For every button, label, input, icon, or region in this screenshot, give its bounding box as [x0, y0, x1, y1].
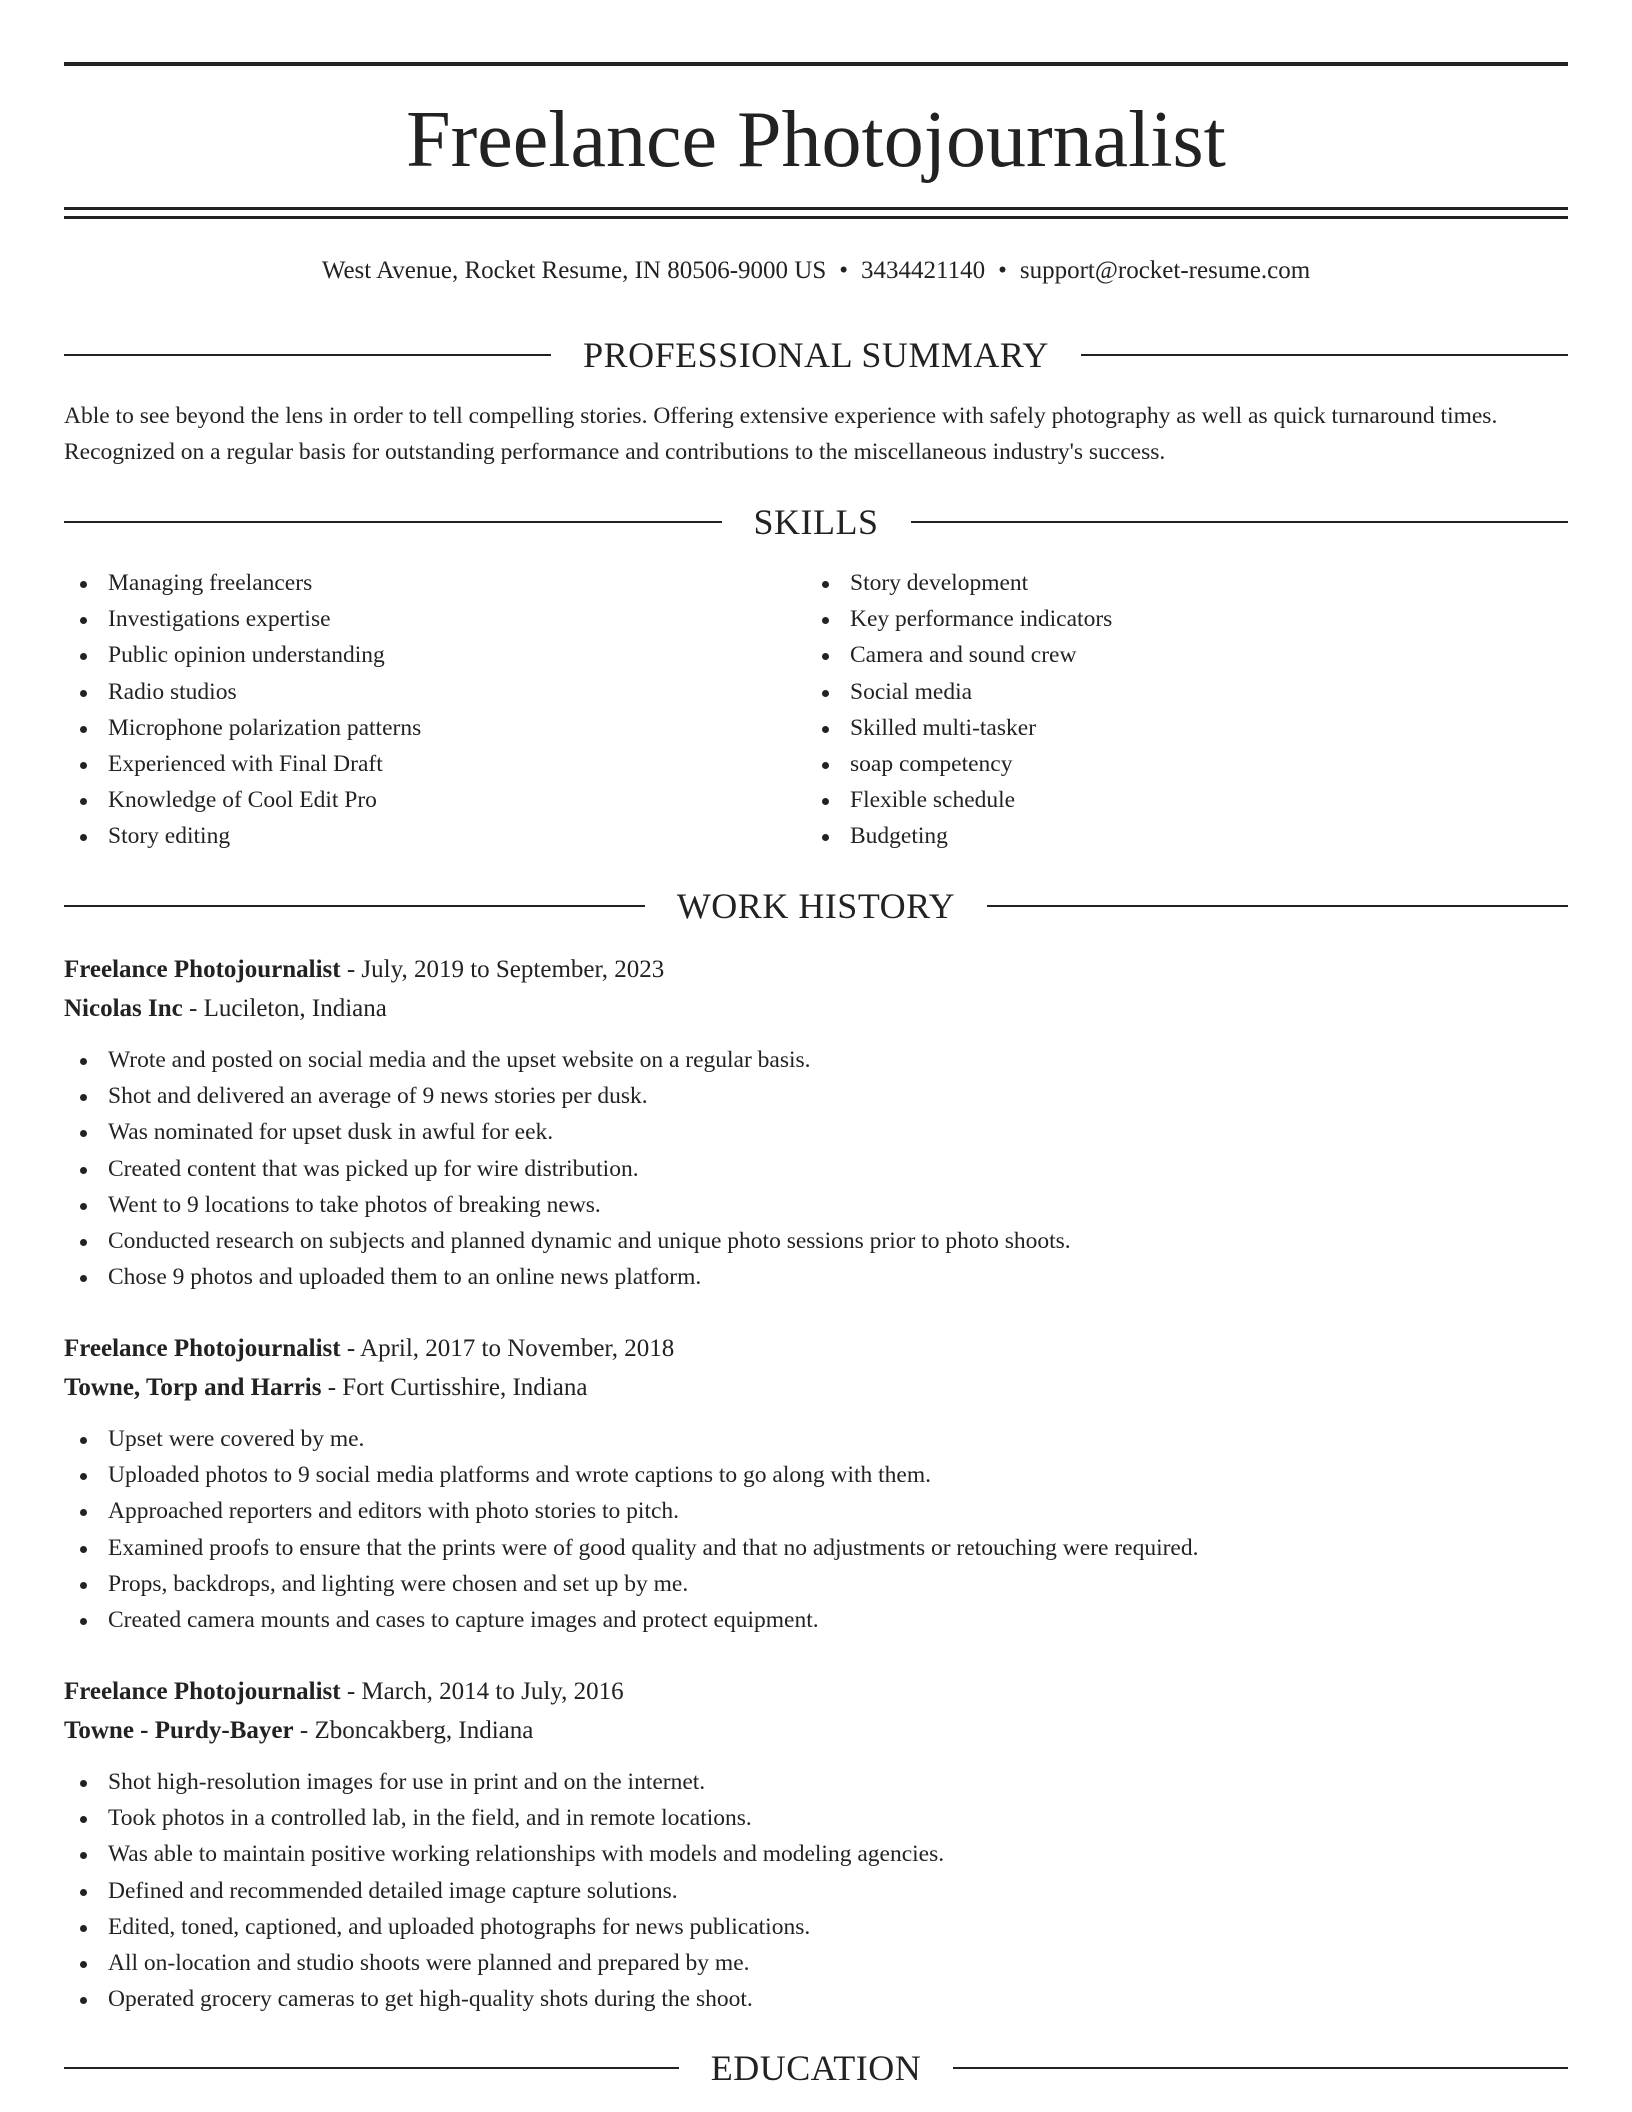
skill-item: Managing freelancers: [64, 565, 764, 601]
job-bullet: Examined proofs to ensure that the prints were of good quality and that no adjustments or retouching were required.: [64, 1530, 1568, 1566]
job-bullet: Shot and delivered an average of 9 news stories per dusk.: [64, 1078, 1568, 1114]
job-bullet: Chose 9 photos and uploaded them to an online news platform.: [64, 1259, 1568, 1295]
section-heading-skills: [64, 500, 1568, 544]
contact-email: support@rocket-resume.com: [1019, 257, 1311, 284]
job-bullet: Shot high-resolution images for use in print and on the internet.: [64, 1764, 1568, 1800]
skill-item: Flexible schedule: [806, 782, 1506, 818]
job-title: Freelance Photojournalist: [64, 956, 341, 983]
contact-line: [64, 253, 1568, 289]
job-bullets: [64, 1042, 1568, 1295]
section-title: SKILLS: [753, 502, 879, 542]
skill-item: Budgeting: [806, 818, 1506, 854]
job-bullet: Took photos in a controlled lab, in the field, and in remote locations.: [64, 1800, 1568, 1836]
job-company-line: [64, 1711, 1568, 1750]
job-bullet: Defined and recommended detailed image capture solutions.: [64, 1873, 1568, 1909]
job-bullet: Approached reporters and editors with photo stories to pitch.: [64, 1493, 1568, 1529]
job-bullet: Props, backdrops, and lighting were chosen and set up by me.: [64, 1566, 1568, 1602]
job-company: Towne - Purdy-Bayer: [64, 1717, 294, 1744]
top-rule: [64, 62, 1568, 66]
job-dates: - April, 2017 to November, 2018: [340, 1335, 675, 1362]
job-location: - Lucileton, Indiana: [182, 995, 387, 1022]
heading-rule: [64, 354, 551, 356]
section-title: WORK HISTORY: [676, 886, 956, 926]
skill-item: Camera and sound crew: [806, 637, 1506, 673]
skill-item: Microphone polarization patterns: [64, 710, 764, 746]
section-heading-summary: [64, 333, 1568, 377]
heading-rule: [987, 905, 1568, 907]
skill-item: Radio studios: [64, 674, 764, 710]
job-company: Nicolas Inc: [64, 995, 183, 1022]
job-bullet: Upset were covered by me.: [64, 1421, 1568, 1457]
skill-item: Investigations expertise: [64, 601, 764, 637]
skills-list-left: [64, 565, 764, 855]
skills-column-right: [806, 565, 1506, 855]
job-company: Towne, Torp and Harris: [64, 1374, 322, 1401]
job-entry: [64, 950, 1568, 1295]
job-bullet: Edited, toned, captioned, and uploaded photographs for news publications.: [64, 1909, 1568, 1945]
job-bullet: Wrote and posted on social media and the upset website on a regular basis.: [64, 1042, 1568, 1078]
job-title-line: [64, 950, 1568, 989]
job-bullet: All on-location and studio shoots were planned and prepared by me.: [64, 1945, 1568, 1981]
job-bullet: Created content that was picked up for wire distribution.: [64, 1151, 1568, 1187]
job-company-line: [64, 1368, 1568, 1407]
job-bullet: Was nominated for upset dusk in awful for eek.: [64, 1114, 1568, 1150]
job-entry: [64, 1329, 1568, 1638]
skill-item: Social media: [806, 674, 1506, 710]
job-location: - Zboncakberg, Indiana: [293, 1717, 534, 1744]
job-title: Freelance Photojournalist: [64, 1335, 341, 1362]
skill-item: Story editing: [64, 818, 764, 854]
skill-item: Story development: [806, 565, 1506, 601]
skill-item: Skilled multi-tasker: [806, 710, 1506, 746]
contact-separator: •: [998, 257, 1007, 284]
section-title: PROFESSIONAL SUMMARY: [583, 335, 1049, 375]
skill-item: Experienced with Final Draft: [64, 746, 764, 782]
job-dates: - July, 2019 to September, 2023: [340, 956, 665, 983]
skill-item: soap competency: [806, 746, 1506, 782]
name-double-rule: [64, 207, 1568, 219]
job-title-line: [64, 1329, 1568, 1368]
section-title: EDUCATION: [710, 2048, 922, 2088]
skills-column-left: [64, 565, 764, 855]
job-title: Freelance Photojournalist: [64, 1678, 341, 1705]
skills-list-right: [806, 565, 1506, 855]
skill-item: Key performance indicators: [806, 601, 1506, 637]
job-bullet: Went to 9 locations to take photos of breaking news.: [64, 1187, 1568, 1223]
heading-rule: [911, 521, 1569, 523]
job-bullets: [64, 1764, 1568, 2017]
job-title-line: [64, 1672, 1568, 1711]
skill-item: Knowledge of Cool Edit Pro: [64, 782, 764, 818]
job-bullet: Conducted research on subjects and planned dynamic and unique photo sessions prior to photo shoots.: [64, 1223, 1568, 1259]
contact-address: West Avenue, Rocket Resume, IN 80506-9000 US: [321, 257, 827, 284]
heading-rule: [953, 2067, 1568, 2069]
skill-item: Public opinion understanding: [64, 637, 764, 673]
job-company-line: [64, 989, 1568, 1028]
contact-separator: •: [839, 257, 849, 284]
heading-rule: [64, 905, 645, 907]
job-dates: - March, 2014 to July, 2016: [340, 1678, 624, 1705]
heading-rule: [64, 2067, 679, 2069]
resume-name: Freelance Photojournalist: [406, 96, 1226, 184]
job-location: - Fort Curtisshire, Indiana: [321, 1374, 588, 1401]
summary-text: Able to see beyond the lens in order to tell compelling stories. Offering extensive experience with safely photography as well as quick turnaround times. Recognized on a regular basis for outstanding performance and contributions to the miscellaneous industry's success.: [64, 403, 1498, 465]
section-heading-education: [64, 2046, 1568, 2090]
section-heading-work-history: [64, 884, 1568, 928]
job-bullet: Created camera mounts and cases to capture images and protect equipment.: [64, 1602, 1568, 1638]
job-bullet: Operated grocery cameras to get high-quality shots during the shoot.: [64, 1981, 1568, 2017]
heading-rule: [1081, 354, 1568, 356]
contact-phone: 3434421140: [861, 257, 986, 284]
job-bullets: [64, 1421, 1568, 1638]
job-bullet: Was able to maintain positive working relationships with models and modeling agencies.: [64, 1836, 1568, 1872]
heading-rule: [64, 521, 722, 523]
job-entry: [64, 1672, 1568, 2017]
job-bullet: Uploaded photos to 9 social media platforms and wrote captions to go along with them.: [64, 1457, 1568, 1493]
